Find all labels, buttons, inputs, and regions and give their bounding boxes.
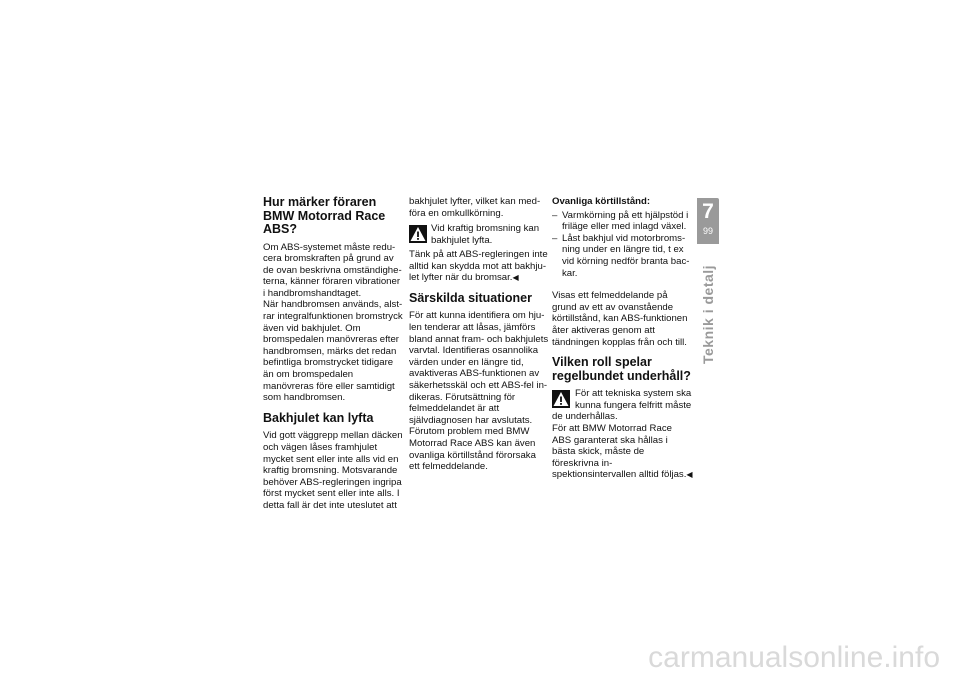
paragraph: Tänk på att ABS-regleringen inte alltid kan skydda mot att bakhjulet lyfter när du bromsar.◀ bbox=[409, 249, 548, 284]
list-item: – Låst bakhjul vid motorbromsning under en längre tid, t ex vid körning nedför branta backar. bbox=[552, 233, 693, 279]
warning-triangle-icon bbox=[552, 390, 570, 408]
end-marker-icon: ◀ bbox=[686, 470, 693, 480]
subheading-unusual-conditions: Ovanliga körtillstånd: bbox=[552, 196, 651, 207]
heading-rear-wheel-lift: Bakhjulet kan lyfta bbox=[263, 410, 374, 425]
paragraph: bakhjulet lyfter, vilket kan medföra en omkullkörning. bbox=[409, 196, 541, 219]
paragraph: När handbromsen används, alstrar integralfunktionen bromstryck även vid bakhjulet. Om bromspedalen manövreras efter handbromsen, märks det redan befintliga bromstrycket tidigare än om bromspedalen manövreras före eller samtidigt som handbromsen. bbox=[263, 299, 403, 404]
paragraph: För att kunna identifiera om hjulen tenderar att låsas, jämförs bland annat fram- och bakhjulets varvtal. Identifieras osannolika värden under en längre tid, avaktiveras ABS-funktionen av säkerhetsskäl och ett ABS-fel indikeras. Förutsättning för felmeddelandet är att självdiagnosen har avslutats. bbox=[409, 310, 549, 426]
condition-list bbox=[552, 210, 693, 280]
paragraph: Förutom problem med BMW Motorrad Race ABS kan även ovanliga körtillstånd förorsaka ett felmeddelande. bbox=[409, 426, 536, 473]
column-1 bbox=[263, 196, 403, 511]
column-3 bbox=[552, 196, 693, 481]
end-marker-icon: ◀ bbox=[512, 273, 519, 283]
chapter-number: 7 bbox=[702, 200, 714, 223]
heading-abs-feel: Hur märker föraren BMW Motorrad Race ABS? bbox=[263, 195, 386, 236]
warning-triangle-icon bbox=[409, 225, 427, 243]
paragraph: Vid gott väggrepp mellan däcken och vägen låses framhjulet mycket sent eller inte alls vid en kraftig bromsning. Motsvarande behöver ABS-regleringen ingripa först mycket sent eller inte alls. I detta fall är det inte uteslutet att bbox=[263, 430, 403, 511]
paragraph: Om ABS-systemet måste reducera bromskraften på grund av de ovan beskrivna omständigheterna, känner föraren vibrationer i handbromshandtaget. bbox=[263, 241, 402, 299]
warning-text: För att tekniska system ska kunna fungera felfritt måste de underhållas. bbox=[552, 388, 692, 423]
chapter-title: Teknik i detalj bbox=[700, 264, 716, 364]
paragraph: Visas ett felmeddelande på grund av ett av ovanstående körtillstånd, kan ABS-funktionen åter aktiveras genom att tändningen kopplas från och till. bbox=[552, 290, 688, 348]
chapter-title-vertical bbox=[700, 244, 718, 364]
heading-special-situations: Särskilda situationer bbox=[409, 290, 532, 305]
warning-note bbox=[552, 388, 693, 423]
list-item: – Varmkörning på ett hjälpstöd i friläge eller med inlagd växel. bbox=[552, 210, 693, 233]
page-number: 99 bbox=[702, 226, 713, 236]
heading-maintenance: Vilken roll spelar regelbundet underhåll? bbox=[552, 355, 691, 383]
chapter-tab bbox=[697, 198, 719, 244]
warning-note bbox=[409, 223, 549, 249]
column-2 bbox=[409, 196, 549, 473]
watermark: carmanualsonline.info bbox=[648, 641, 940, 674]
warning-text: Vid kraftig bromsning kan bakhjulet lyfta. bbox=[431, 223, 540, 246]
paragraph: För att BMW Motorrad Race ABS garanterat ska hållas i bästa skick, måste de föreskrivna inspektionsintervallen alltid följas.◀ bbox=[552, 422, 693, 481]
